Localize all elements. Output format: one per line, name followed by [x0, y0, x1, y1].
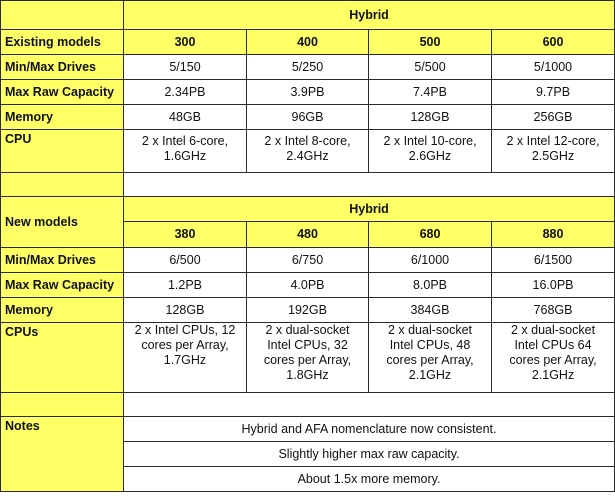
- table-cell: 2 x Intel 6-core, 1.6GHz: [124, 130, 247, 173]
- table-cell: 1.2PB: [124, 273, 247, 298]
- new-model-380: 380: [124, 222, 247, 248]
- notes-section: [1, 417, 615, 492]
- new-model-480: 480: [247, 222, 369, 248]
- table-cell: 2 x dual-socket Intel CPUs, 32 cores per Array, 1.8GHz: [247, 323, 369, 393]
- new-hybrid-header: Hybrid: [124, 197, 615, 222]
- row-label-memory: Memory: [1, 105, 124, 130]
- row-label-memory: Memory: [1, 298, 124, 323]
- table-cell: 2 x Intel 8-core, 2.4GHz: [247, 130, 369, 173]
- new-drives-row: [1, 248, 615, 273]
- table-cell: 6/1500: [492, 248, 615, 273]
- row-label-drives: Min/Max Drives: [1, 55, 124, 80]
- table-cell: 7.4PB: [369, 80, 492, 105]
- existing-capacity-row: [1, 80, 615, 105]
- row-label-cpu: CPU: [1, 130, 124, 173]
- existing-model-500: 500: [369, 30, 492, 55]
- table-cell: 2 x Intel 10-core, 2.6GHz: [369, 130, 492, 173]
- table-cell: 2 x Intel CPUs, 12 cores per Array, 1.7GHz: [124, 323, 247, 393]
- new-memory-row: [1, 298, 615, 323]
- existing-model-600: 600: [492, 30, 615, 55]
- table-cell: 128GB: [124, 298, 247, 323]
- table-cell: 2 x dual-socket Intel CPUs 64 cores per Array, 2.1GHz: [492, 323, 615, 393]
- row-label-cpus: CPUs: [1, 323, 124, 393]
- note-line: About 1.5x more memory.: [124, 467, 615, 492]
- notes-label: Notes: [1, 417, 124, 492]
- note-line: Hybrid and AFA nomenclature now consistent.: [124, 417, 615, 442]
- existing-model-300: 300: [124, 30, 247, 55]
- spacer-row: [1, 393, 615, 417]
- table-cell: 16.0PB: [492, 273, 615, 298]
- spacer-label-cell: [1, 393, 124, 417]
- existing-models-section: [1, 1, 615, 197]
- existing-drives-row: [1, 55, 615, 80]
- table-cell: 8.0PB: [369, 273, 492, 298]
- table-cell: 2.34PB: [124, 80, 247, 105]
- table-cell: 6/750: [247, 248, 369, 273]
- table-cell: 5/1000: [492, 55, 615, 80]
- existing-model-400: 400: [247, 30, 369, 55]
- spacer-row: [1, 173, 615, 197]
- table-cell: 256GB: [492, 105, 615, 130]
- note-line: Slightly higher max raw capacity.: [124, 442, 615, 467]
- row-label-capacity: Max Raw Capacity: [1, 273, 124, 298]
- corner-cell: [1, 1, 124, 30]
- new-cpus-row: [1, 323, 615, 393]
- table-cell: 48GB: [124, 105, 247, 130]
- table-cell: 192GB: [247, 298, 369, 323]
- row-label-capacity: Max Raw Capacity: [1, 80, 124, 105]
- table-cell: 5/250: [247, 55, 369, 80]
- new-model-880: 880: [492, 222, 615, 248]
- existing-memory-row: [1, 105, 615, 130]
- table-cell: 3.9PB: [247, 80, 369, 105]
- new-capacity-row: [1, 273, 615, 298]
- spacer-cell: [124, 393, 615, 417]
- table-cell: 9.7PB: [492, 80, 615, 105]
- new-models-section: [1, 197, 615, 417]
- existing-cpu-row: [1, 130, 615, 173]
- spacer-cell: [124, 173, 615, 197]
- table-cell: 5/150: [124, 55, 247, 80]
- table-cell: 6/500: [124, 248, 247, 273]
- table-cell: 96GB: [247, 105, 369, 130]
- spacer-label-cell: [1, 173, 124, 197]
- new-models-label: New models: [1, 197, 124, 248]
- new-model-680: 680: [369, 222, 492, 248]
- existing-hybrid-header: Hybrid: [124, 1, 615, 30]
- table-cell: 384GB: [369, 298, 492, 323]
- existing-models-label: Existing models: [1, 30, 124, 55]
- table-cell: 4.0PB: [247, 273, 369, 298]
- table-cell: 6/1000: [369, 248, 492, 273]
- row-label-drives: Min/Max Drives: [1, 248, 124, 273]
- table-cell: 128GB: [369, 105, 492, 130]
- table-cell: 2 x Intel 12-core, 2.5GHz: [492, 130, 615, 173]
- table-cell: 768GB: [492, 298, 615, 323]
- table-cell: 2 x dual-socket Intel CPUs, 48 cores per Array, 2.1GHz: [369, 323, 492, 393]
- table-cell: 5/500: [369, 55, 492, 80]
